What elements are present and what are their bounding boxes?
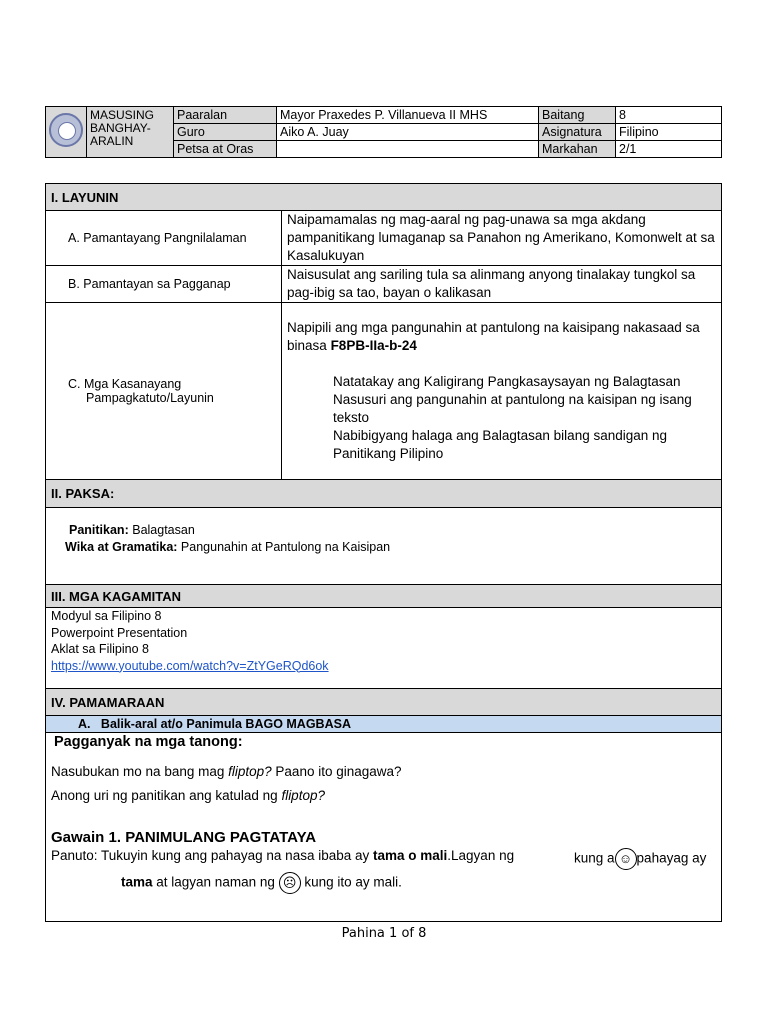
header-value-markahan: 2/1 bbox=[616, 141, 722, 158]
lesson-plan-table bbox=[45, 183, 722, 922]
seal-icon bbox=[49, 113, 83, 147]
document-title: MASUSING BANGHAY-ARALIN bbox=[87, 107, 174, 158]
pamantayan-pagganap-label: B. Pamantayan sa Pagganap bbox=[46, 266, 282, 303]
pagganyak-heading: Pagganyak na mga tanong: bbox=[54, 734, 243, 750]
subsection-balik-aral bbox=[46, 716, 722, 733]
bullet-box-icon bbox=[311, 427, 333, 463]
objective-text: Nabibigyang halaga ang Balagtasan bilang sandigan ng Panitikang Pilipino bbox=[333, 428, 668, 461]
wika-label: Wika at Gramatika: bbox=[65, 540, 178, 554]
subsection-letter: A. bbox=[78, 717, 91, 731]
panuto-line-2 bbox=[51, 872, 716, 894]
header-value-baitang: 8 bbox=[616, 107, 722, 124]
bullet-box-icon bbox=[311, 373, 333, 391]
pamantayan-pagganap-value: Naisusulat ang sariling tula sa alinmang anyong tinalakay tungkol sa pag-ibig sa tao, bayan o kalikasan bbox=[282, 266, 722, 303]
objectives-list bbox=[287, 373, 716, 463]
kasanayang-intro-text: Napipili ang mga pangunahin at pantulong na kaisipang nakasaad sa binasa bbox=[287, 320, 700, 353]
header-value-paaralan: Mayor Praxedes P. Villanueva II MHS bbox=[277, 107, 539, 124]
sad-face-icon: ☹ bbox=[279, 872, 301, 894]
kasanayang-pampagkatuto-value bbox=[282, 303, 722, 480]
header-value-asignatura: Filipino bbox=[616, 124, 722, 141]
list-item bbox=[311, 391, 716, 427]
section-heading-paksa: II. PAKSA: bbox=[46, 480, 722, 508]
header-label-petsa: Petsa at Oras bbox=[174, 141, 277, 158]
section-heading-kagamitan: III. MGA KAGAMITAN bbox=[46, 585, 722, 608]
subsection-label: Balik-aral at/o Panimula BAGO MAGBASA bbox=[100, 717, 351, 731]
panuto-kung-text: kung a bbox=[574, 850, 615, 866]
header-value-guro: Aiko A. Juay bbox=[277, 124, 539, 141]
q1-text: Nasubukan mo na bang mag bbox=[51, 764, 229, 779]
tama-bold: tama bbox=[121, 874, 153, 890]
header-label-baitang: Baitang bbox=[539, 107, 616, 124]
header-label-markahan: Markahan bbox=[539, 141, 616, 158]
question-2 bbox=[51, 788, 716, 803]
header-table bbox=[45, 106, 722, 158]
line2-mid: at lagyan naman ng bbox=[152, 874, 279, 890]
panitikan-value: Balagtasan bbox=[132, 523, 195, 537]
panuto-kung bbox=[574, 848, 706, 870]
competency-code: F8PB-IIa-b-24 bbox=[330, 338, 417, 353]
panitikan-label: Panitikan: bbox=[69, 523, 129, 537]
q1-emphasis: fliptop? bbox=[228, 764, 272, 779]
panuto-text: Panuto: Tukuyin kung ang pahayag na nasa ibaba ay bbox=[51, 848, 373, 863]
objective-text: Nasusuri ang pangunahin at pantulong na kaisipan ng isang teksto bbox=[333, 392, 692, 425]
pamantayang-pangnilalaman-label: A. Pamantayang Pangnilalaman bbox=[46, 211, 282, 266]
paksa-content bbox=[46, 508, 722, 585]
gawain-heading: Gawain 1. PANIMULANG PAGTATAYA bbox=[51, 829, 317, 846]
kagamitan-content bbox=[46, 608, 722, 689]
line2-end: kung ito ay mali. bbox=[300, 874, 402, 890]
panuto-mid: .Lagyan ng bbox=[447, 848, 515, 863]
kagamitan-item: Powerpoint Presentation bbox=[51, 625, 188, 640]
pamamaraan-content bbox=[46, 733, 722, 922]
header-label-paaralan: Paaralan bbox=[174, 107, 277, 124]
list-item bbox=[311, 373, 716, 391]
kagamitan-item: Aklat sa Filipino 8 bbox=[51, 642, 149, 656]
deped-seal-logo bbox=[46, 107, 87, 158]
question-1 bbox=[51, 764, 716, 779]
kasanayang-label-line2: Pampagkatuto/Layunin bbox=[86, 391, 214, 405]
list-item bbox=[311, 427, 716, 463]
panuto-end-text: pahayag ay bbox=[636, 850, 707, 866]
kasanayang-pampagkatuto-label bbox=[46, 303, 282, 480]
wika-line bbox=[51, 539, 716, 556]
section-heading-pamamaraan: IV. PAMAMARAAN bbox=[46, 689, 722, 716]
youtube-link[interactable]: https://www.youtube.com/watch?v=ZtYGeRQd6ok bbox=[51, 658, 329, 673]
q1-post: Paano ito ginagawa? bbox=[271, 764, 402, 779]
bullet-box-icon bbox=[311, 391, 333, 427]
objective-text: Natatakay ang Kaligirang Pangkasaysayan ng Balagtasan bbox=[333, 374, 681, 389]
smiley-face-icon: ☺ bbox=[615, 848, 637, 870]
panuto-bold: tama o mali bbox=[373, 848, 448, 863]
header-value-petsa bbox=[277, 141, 539, 158]
q2-emphasis: fliptop? bbox=[281, 788, 325, 803]
panuto-line bbox=[51, 848, 716, 870]
kasanayang-label-line1: C. Mga Kasanayang bbox=[68, 377, 182, 391]
page-number: Pahina 1 of 8 bbox=[341, 926, 427, 941]
panitikan-line bbox=[51, 522, 716, 539]
section-heading-layunin: I. LAYUNIN bbox=[46, 184, 722, 211]
kasanayang-intro bbox=[287, 319, 716, 355]
header-label-asignatura: Asignatura bbox=[539, 124, 616, 141]
header-label-guro: Guro bbox=[174, 124, 277, 141]
q2-text: Anong uri ng panitikan ang katulad ng bbox=[51, 788, 282, 803]
kagamitan-item: Modyul sa Filipino 8 bbox=[51, 609, 162, 623]
wika-value: Pangunahin at Pantulong na Kaisipan bbox=[180, 540, 391, 554]
pamantayang-pangnilalaman-value: Naipamamalas ng mag-aaral ng pag-unawa sa mga akdang pampanitikang lumaganap sa Panahon ng Amerikano, Komonwelt at sa Kasalukuyan bbox=[282, 211, 722, 266]
